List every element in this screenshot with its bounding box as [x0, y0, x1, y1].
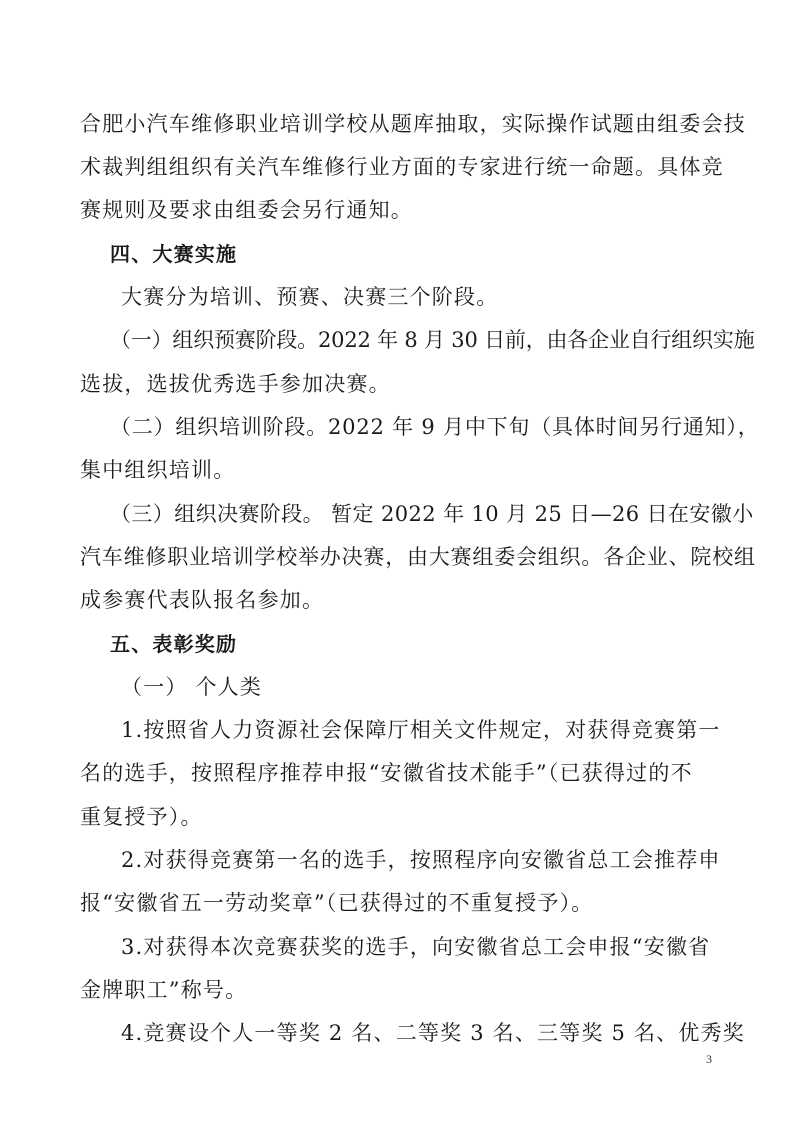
body-line-7: 选拔，选拔优秀选手参加决赛。: [80, 372, 391, 396]
body-line-19: 报“安徽省五一劳动奖章”（已获得过的不重复授予）。: [80, 891, 594, 915]
body-line-18: 2.对获得竞赛第一名的选手，按照程序向安徽省总工会推荐申: [121, 848, 721, 872]
body-line-21: 金牌职工”称号。: [80, 978, 248, 1002]
body-line-11: 汽车维修职业培训学校举办决赛，由大赛组委会组织。各企业、院校组: [80, 545, 756, 569]
section-heading-5: 五、表彰奖励: [110, 632, 238, 656]
body-line-20: 3.对获得本次竞赛获奖的选手，向安徽省总工会申报“安徽省: [121, 935, 711, 959]
body-line-6: （一）组织预赛阶段。2022 年 8 月 30 日前，由各企业自行组织实施: [110, 328, 755, 352]
section-heading-4: 四、大赛实施: [110, 242, 238, 266]
body-line-5: 大赛分为培训、预赛、决赛三个阶段。: [121, 285, 499, 309]
body-line-9: 集中组织培训。: [80, 458, 236, 482]
subsection-heading-individual: （一） 个人类: [121, 675, 263, 699]
body-line-16: 名的选手，按照程序推荐申报“安徽省技术能手”（已获得过的不: [80, 761, 693, 785]
body-line-3: 赛规则及要求由组委会另行通知。: [80, 198, 413, 222]
body-line-15: 1.按照省人力资源社会保障厅相关文件规定，对获得竞赛第一: [121, 718, 721, 742]
body-line-1: 合肥小汽车维修职业培训学校从题库抽取，实际操作试题由组委会技: [80, 112, 746, 136]
body-line-2: 术裁判组组织有关汽车维修行业方面的专家进行统一命题。具体竞: [80, 155, 724, 179]
body-line-17: 重复授予）。: [80, 805, 203, 829]
body-line-12: 成参赛代表队报名参加。: [80, 588, 325, 612]
page-number: 3: [706, 1052, 712, 1066]
body-line-10: （三）组织决赛阶段。 暂定 2022 年 10 月 25 日—26 日在安徽小: [110, 502, 754, 526]
body-line-22: 4.竞赛设个人一等奖 2 名、二等奖 3 名、三等奖 5 名、优秀奖: [121, 1021, 745, 1045]
body-line-8: （二）组织培训阶段。2022 年 9 月中下旬（具体时间另行通知），: [110, 415, 760, 439]
